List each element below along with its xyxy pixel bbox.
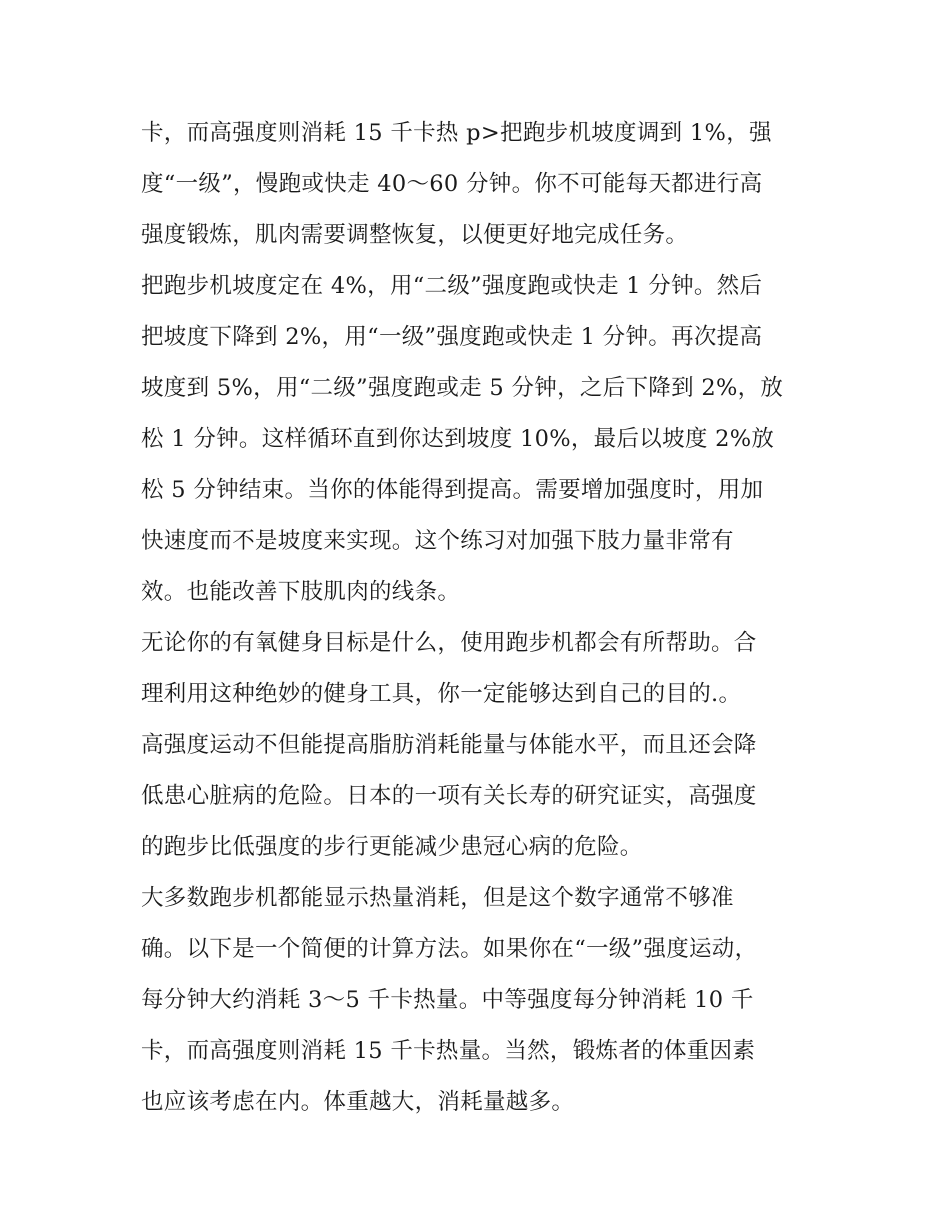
text-line: 低患心脏病的危险。日本的一项有关长寿的研究证实，高强度 — [141, 783, 757, 809]
text-line: 强度锻炼，肌肉需要调整恢复，以便更好地完成任务。 — [141, 222, 689, 248]
text-line: 快速度而不是坡度来实现。这个练习对加强下肢力量非常有 — [141, 528, 734, 554]
text-line: 无论你的有氧健身目标是什么，使用跑步机都会有所帮助。合 — [141, 630, 757, 656]
text-line: 确。以下是一个简便的计算方法。如果你在“一级”强度运动， — [141, 936, 758, 962]
text-line: 度“一级”，慢跑或快走 40～60 分钟。你不可能每天都进行高 — [141, 171, 763, 197]
text-line: 也应该考虑在内。体重越大，消耗量越多。 — [141, 1089, 575, 1115]
text-line: 每分钟大约消耗 3～5 千卡热量。中等强度每分钟消耗 10 千 — [141, 987, 754, 1013]
text-line: 把跑步机坡度定在 4%，用“二级”强度跑或快走 1 分钟。然后 — [141, 273, 763, 299]
text-line: 松 5 分钟结束。当你的体能得到提高。需要增加强度时，用加 — [141, 477, 764, 503]
text-line: 效。也能改善下肢肌肉的线条。 — [141, 579, 461, 605]
text-line: 坡度到 5%，用“二级”强度跑或走 5 分钟，之后下降到 2%，放 — [141, 375, 784, 401]
text-line: 卡，而高强度则消耗 15 千卡热 p>把跑步机坡度调到 1%，强 — [141, 120, 772, 146]
text-line: 的跑步比低强度的步行更能减少患冠心病的危险。 — [141, 834, 643, 860]
text-line: 理利用这种绝妙的健身工具，你一定能够达到自己的目的.。 — [141, 681, 742, 707]
document-body — [141, 108, 813, 1128]
text-line: 松 1 分钟。这样循环直到你达到坡度 10%，最后以坡度 2%放 — [141, 426, 775, 452]
text-line: 卡，而高强度则消耗 15 千卡热量。当然，锻炼者的体重因素 — [141, 1038, 756, 1064]
text-line: 大多数跑步机都能显示热量消耗，但是这个数字通常不够准 — [141, 885, 734, 911]
text-line: 把坡度下降到 2%，用“一级”强度跑或快走 1 分钟。再次提高 — [141, 324, 763, 350]
text-line: 高强度运动不但能提高脂肪消耗能量与体能水平，而且还会降 — [141, 732, 757, 758]
